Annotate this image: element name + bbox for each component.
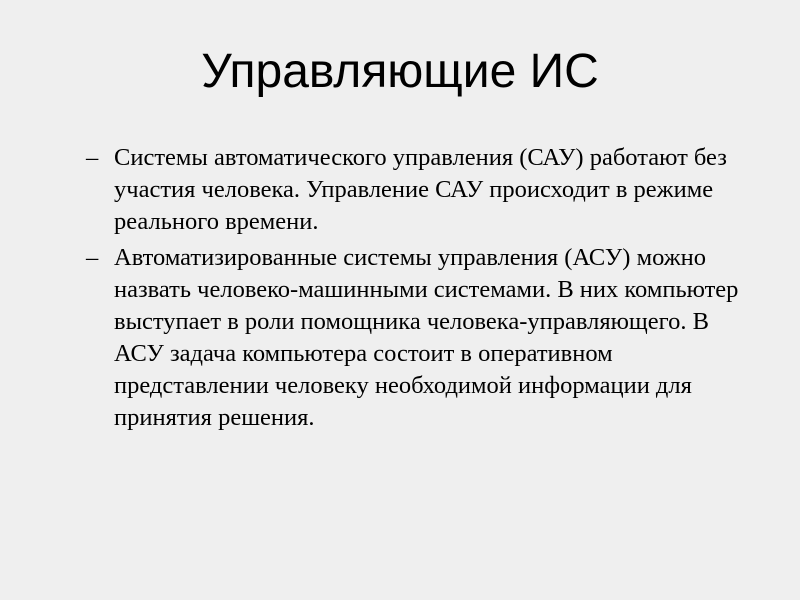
bullet-dash-icon: –: [86, 244, 99, 271]
bullet-item-asu: [86, 242, 756, 434]
slide-title: Управляющие ИС: [201, 45, 599, 98]
bullet-list: [86, 142, 756, 438]
bullet-text-asu: Автоматизированные системы управления (АСУ) можно назвать человеко-машинными системами. В них компьютер выступает в роли помощника человека-управляющего. В АСУ задача компьютера состоит в оперативном представлении человеку необходимой информации для принятия решения.: [114, 244, 739, 431]
bullet-dash-icon: –: [86, 144, 99, 171]
bullet-item-sau: [86, 142, 756, 238]
bullet-text-sau: Системы автоматического управления (САУ) работают без участия человека. Управление САУ происходит в режиме реального времени.: [114, 144, 727, 235]
